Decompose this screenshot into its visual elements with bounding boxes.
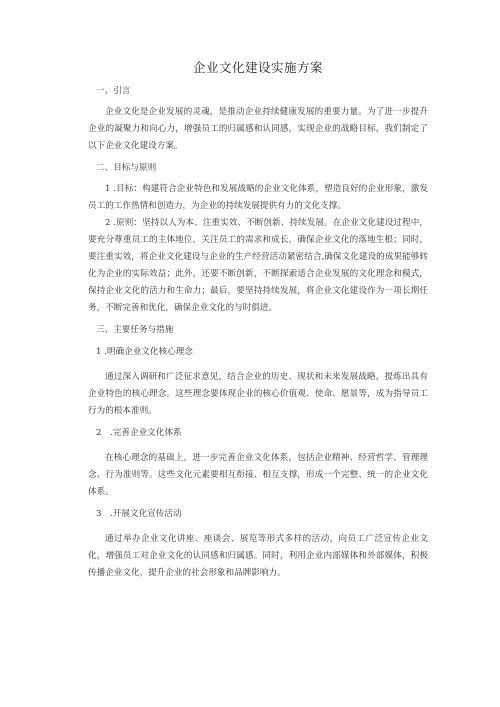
subsection-heading-culture-system: 2 .完善企业文化体系 [96,428,182,438]
paragraph-intro: 企业文化是企业发展的灵魂，是推动企业持续健康发展的重要力量。为了进一步提升企业的凝聚力和向心力，增强员工的归属感和认同感，实现企业的战略目标，我们制定了以下企业文化建设方案。 [88,107,428,151]
paragraph-goal: 1 .目标：构建符合企业特色和发展战略的企业文化体系，塑造良好的企业形象，激发员工的工作热情和创造力，为企业的持续发展提供有力的文化支撑。 [88,184,428,211]
section-heading-goals: 二、目标与原则 [96,163,157,173]
section-heading-tasks: 三、主要任务与措施 [96,325,174,335]
document-title: 企业文化建设实施方案 [192,60,323,75]
paragraph-principle: 2 .原则：坚持以人为本、注重实效、不断创新、持续发展。在企业文化建设过程中，要充分尊重员工的主体地位，关注员工的需求和成长，确保企业文化的落地生根；同时，要注重实效，将企业文化建设与企业的生产经营活动紧密结合,确保文化建设的成果能够转化为企业的实际效益；此外，还要不断创新，不断探索适合企业发展的文化理念和模式，保持企业文化的活力和生命力；最后，要坚持持续发展，将企业文化建设作为一项长期任务，不断完善和优化，确保企业文化的与时俱进。 [88,218,428,313]
subsection-heading-core-ideas: 1 .明确企业文化核心理念 [96,347,193,357]
paragraph-core-ideas: 通过深入调研和广泛征求意见，结合企业的历史、现状和未来发展战略，提炼出具有企业特色的核心理念。这些理念要体现企业的核心价值观、使命、愿景等，成为指导员工行为的根本准则。 [88,372,428,416]
subsection-heading-promotion: 3 .开展文化宣传活动 [96,509,182,519]
section-heading-intro: 一、引言 [96,86,131,96]
paragraph-promotion: 通过举办企业文化讲座、座谈会、展览等形式多样的活动，向员工广泛宣传企业文化，增强员工对企业文化的认同感和归属感。同时，利用企业内部媒体和外部媒体，积极传播企业文化，提升企业的社会形象和品牌影响力。 [88,534,428,578]
paragraph-culture-system: 在核心理念的基础上，进一步完善企业文化体系，包括企业精神、经营哲学、管理理念、行为准则等。这些文化元素要相互衔接、相互支撑，形成一个完整、统一的企业文化体系。 [88,453,428,497]
document-page [88,60,428,582]
